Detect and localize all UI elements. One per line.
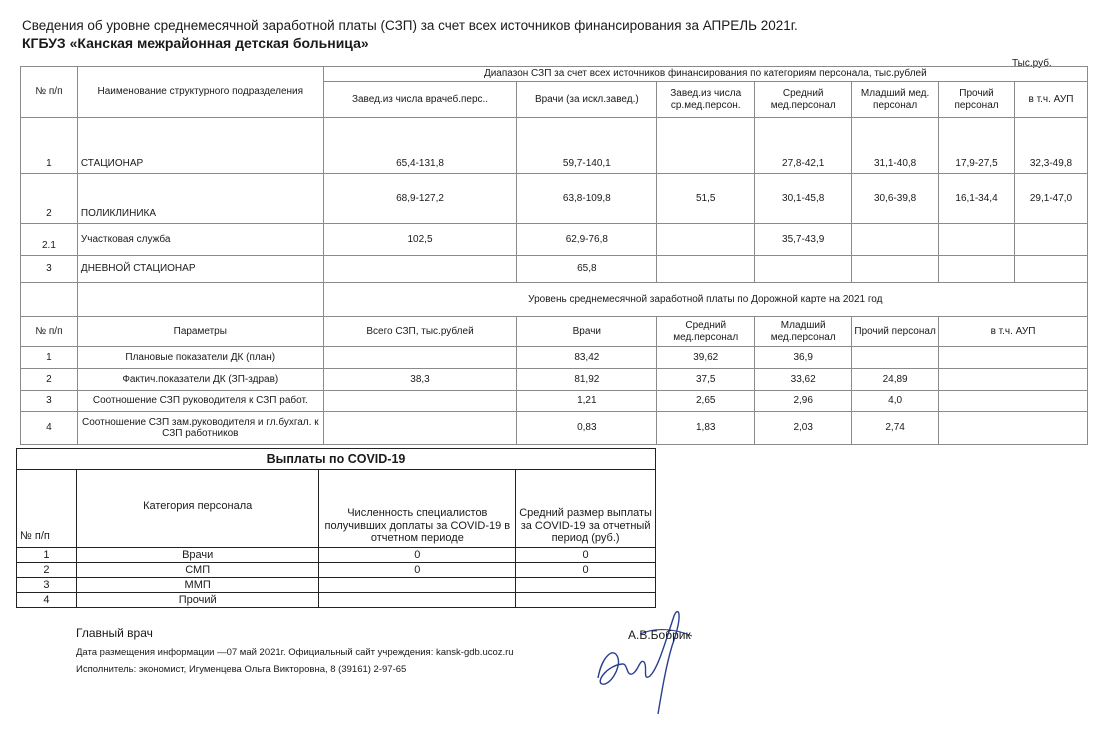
cell bbox=[939, 347, 1088, 369]
row-category: Врачи bbox=[76, 548, 319, 563]
row-num: 1 bbox=[17, 548, 77, 563]
cell: 0 bbox=[319, 563, 516, 578]
cell: 36,9 bbox=[755, 347, 852, 369]
cell: 1,21 bbox=[517, 391, 657, 412]
table-row bbox=[17, 593, 656, 608]
cell: 83,42 bbox=[517, 347, 657, 369]
cell: 81,92 bbox=[517, 369, 657, 391]
cell: 63,8-109,8 bbox=[517, 174, 657, 224]
cell bbox=[939, 369, 1088, 391]
cell: 2,65 bbox=[657, 391, 755, 412]
row-num: 3 bbox=[21, 256, 78, 283]
cell bbox=[755, 256, 852, 283]
cell bbox=[323, 391, 517, 412]
row-name: Соотношение СЗП зам.руководителя и гл.бухгал. к СЗП работников bbox=[77, 412, 323, 445]
cell bbox=[657, 256, 755, 283]
col-num-header: № п/п bbox=[17, 470, 77, 548]
cell bbox=[852, 224, 939, 256]
row-name: Соотношение СЗП руководителя к СЗП работ. bbox=[77, 391, 323, 412]
cell: 35,7-43,9 bbox=[755, 224, 852, 256]
col-header: Врачи bbox=[517, 317, 657, 347]
col-header: в т.ч. АУП bbox=[939, 317, 1088, 347]
range-header: Диапазон СЗП за счет всех источников финансирования по категориям персонала, тыс.рублей bbox=[323, 67, 1087, 82]
col-num-header: № п/п bbox=[21, 67, 78, 118]
cell: 65,4-131,8 bbox=[323, 118, 517, 174]
cell: 17,9-27,5 bbox=[939, 118, 1015, 174]
cell bbox=[319, 578, 516, 593]
cell: 0 bbox=[319, 548, 516, 563]
cell: 29,1-47,0 bbox=[1015, 174, 1088, 224]
table-row bbox=[21, 391, 1088, 412]
cell: 2,74 bbox=[852, 412, 939, 445]
cell bbox=[939, 256, 1015, 283]
chief-doctor-title: Главный врач bbox=[76, 626, 153, 640]
col-avg-header: Средний размер выплаты за COVID-19 за отчетный период (руб.) bbox=[516, 470, 656, 548]
row-num: 2 bbox=[17, 563, 77, 578]
signature-image bbox=[588, 606, 698, 721]
col-name-header: Наименование структурного подразделения bbox=[77, 67, 323, 118]
col-count-header: Численность специалистов получивших доплаты за COVID-19 в отчетном периоде bbox=[319, 470, 516, 548]
cell bbox=[852, 347, 939, 369]
unit-label: Тыс.руб. bbox=[1012, 58, 1052, 69]
cell bbox=[323, 256, 517, 283]
table-row bbox=[21, 118, 1088, 174]
row-category: СМП bbox=[76, 563, 319, 578]
row-num: 4 bbox=[21, 412, 78, 445]
row-num: 4 bbox=[17, 593, 77, 608]
cell: 0 bbox=[516, 563, 656, 578]
cell: 2,03 bbox=[755, 412, 852, 445]
col-header: Младший мед. персонал bbox=[852, 82, 939, 118]
salary-table bbox=[20, 66, 1088, 445]
cell: 27,8-42,1 bbox=[755, 118, 852, 174]
row-category: ММП bbox=[76, 578, 319, 593]
cell: 4,0 bbox=[852, 391, 939, 412]
col-header: Младший мед.персонал bbox=[755, 317, 852, 347]
roadmap-title: Уровень среднемесячной заработной платы по Дорожной карте на 2021 год bbox=[323, 283, 1087, 317]
organization-name: КГБУЗ «Канская межрайонная детская больница» bbox=[22, 35, 369, 51]
roadmap-header-row bbox=[21, 317, 1088, 347]
signer-name: А.В.Бобрик bbox=[628, 628, 691, 642]
cell: 62,9-76,8 bbox=[517, 224, 657, 256]
covid-table bbox=[16, 448, 656, 608]
cell: 39,62 bbox=[657, 347, 755, 369]
cell bbox=[852, 256, 939, 283]
cell bbox=[657, 224, 755, 256]
covid-title: Выплаты по COVID-19 bbox=[17, 449, 656, 470]
cell: 31,1-40,8 bbox=[852, 118, 939, 174]
cell: 59,7-140,1 bbox=[517, 118, 657, 174]
col-num-header: № п/п bbox=[21, 317, 78, 347]
executor-info: Исполнитель: экономист, Игуменцева Ольга Викторовна, 8 (39161) 2-97-65 bbox=[76, 664, 407, 675]
cell bbox=[939, 224, 1015, 256]
cell: 65,8 bbox=[517, 256, 657, 283]
cell bbox=[516, 578, 656, 593]
cell: 33,62 bbox=[755, 369, 852, 391]
cell: 0 bbox=[516, 548, 656, 563]
row-name: ДНЕВНОЙ СТАЦИОНАР bbox=[77, 256, 323, 283]
cell: 2,96 bbox=[755, 391, 852, 412]
table-row bbox=[21, 224, 1088, 256]
cell bbox=[939, 391, 1088, 412]
cell bbox=[939, 412, 1088, 445]
table-row bbox=[21, 369, 1088, 391]
cell: 37,5 bbox=[657, 369, 755, 391]
cell: 30,1-45,8 bbox=[755, 174, 852, 224]
cell: 32,3-49,8 bbox=[1015, 118, 1088, 174]
col-category-header: Категория персонала bbox=[76, 470, 319, 548]
row-name: ПОЛИКЛИНИКА bbox=[77, 174, 323, 224]
col-header: Завед.из числа врачеб.перс.. bbox=[323, 82, 517, 118]
table-row bbox=[21, 256, 1088, 283]
col-header: Прочий персонал bbox=[852, 317, 939, 347]
roadmap-title-row bbox=[21, 283, 1088, 317]
cell: 1,83 bbox=[657, 412, 755, 445]
publication-info: Дата размещения информации —07 май 2021г. Официальный сайт учреждения: kansk-gdb.ucoz.ru bbox=[76, 647, 514, 658]
row-name: Фактич.показатели ДК (ЗП-здрав) bbox=[77, 369, 323, 391]
row-num: 2.1 bbox=[21, 224, 78, 256]
col-header: в т.ч. АУП bbox=[1015, 82, 1088, 118]
table-row bbox=[17, 548, 656, 563]
row-num: 1 bbox=[21, 118, 78, 174]
row-num: 2 bbox=[21, 174, 78, 224]
cell bbox=[319, 593, 516, 608]
cell: 102,5 bbox=[323, 224, 517, 256]
col-header: Прочий персонал bbox=[939, 82, 1015, 118]
col-header: Завед.из числа ср.мед.персон. bbox=[657, 82, 755, 118]
row-num: 2 bbox=[21, 369, 78, 391]
table-row bbox=[21, 347, 1088, 369]
row-num: 3 bbox=[17, 578, 77, 593]
col-header: Средний мед.персонал bbox=[755, 82, 852, 118]
row-num: 1 bbox=[21, 347, 78, 369]
table-row bbox=[21, 412, 1088, 445]
row-name: Плановые показатели ДК (план) bbox=[77, 347, 323, 369]
cell: 24,89 bbox=[852, 369, 939, 391]
cell bbox=[657, 118, 755, 174]
col-header: Средний мед.персонал bbox=[657, 317, 755, 347]
table-row bbox=[21, 174, 1088, 224]
row-name: СТАЦИОНАР bbox=[77, 118, 323, 174]
row-num: 3 bbox=[21, 391, 78, 412]
table-row bbox=[17, 578, 656, 593]
cell bbox=[1015, 224, 1088, 256]
cell bbox=[323, 347, 517, 369]
row-name: Участковая служба bbox=[77, 224, 323, 256]
col-header: Врачи (за искл.завед.) bbox=[517, 82, 657, 118]
col-param-header: Параметры bbox=[77, 317, 323, 347]
cell: 68,9-127,2 bbox=[323, 174, 517, 224]
row-category: Прочий bbox=[76, 593, 319, 608]
cell: 51,5 bbox=[657, 174, 755, 224]
cell bbox=[323, 412, 517, 445]
cell: 38,3 bbox=[323, 369, 517, 391]
cell: 0,83 bbox=[517, 412, 657, 445]
cell bbox=[1015, 256, 1088, 283]
cell: 16,1-34,4 bbox=[939, 174, 1015, 224]
report-title: Сведения об уровне среднемесячной заработной платы (СЗП) за счет всех источников финансирования за АПРЕЛЬ 2021г. bbox=[22, 18, 798, 33]
table-row bbox=[17, 563, 656, 578]
col-header: Всего СЗП, тыс.рублей bbox=[323, 317, 517, 347]
cell: 30,6-39,8 bbox=[852, 174, 939, 224]
